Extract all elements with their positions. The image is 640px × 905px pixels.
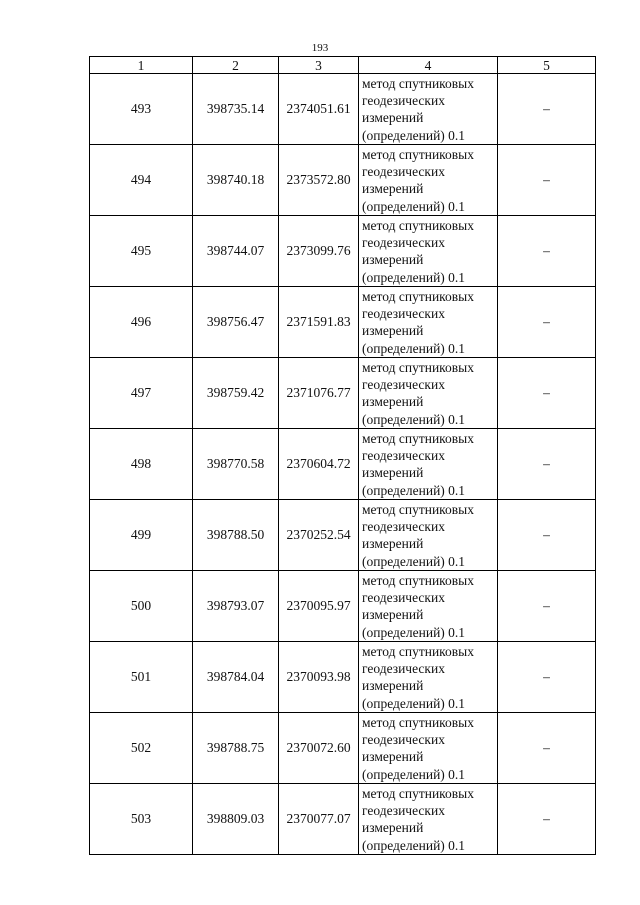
- y-coordinate-cell: 2373099.76: [279, 216, 359, 287]
- method-line: (определений) 0.1: [362, 482, 466, 498]
- method-line: геодезических: [362, 306, 445, 322]
- method-line: (определений) 0.1: [362, 340, 466, 356]
- method-line: метод спутниковых: [362, 76, 474, 91]
- y-coordinate-cell: 2374051.61: [279, 74, 359, 145]
- method-cell: [359, 358, 498, 429]
- y-coordinate-cell: 2371076.77: [279, 358, 359, 429]
- method-line: (определений) 0.1: [362, 269, 466, 285]
- coordinates-table: [89, 56, 596, 855]
- x-coordinate-cell: 398759.42: [193, 358, 279, 429]
- table-row: [90, 642, 596, 713]
- point-number-cell: 494: [90, 145, 193, 216]
- table-row: [90, 429, 596, 500]
- table-body: [90, 74, 596, 855]
- y-coordinate-cell: 2370095.97: [279, 571, 359, 642]
- column-header-3: 3: [279, 57, 359, 74]
- column-5-cell: –: [498, 216, 596, 287]
- y-coordinate-cell: 2370072.60: [279, 713, 359, 784]
- column-5-cell: –: [498, 500, 596, 571]
- y-coordinate-cell: 2370252.54: [279, 500, 359, 571]
- method-line: метод спутниковых: [362, 147, 474, 162]
- table-row: [90, 784, 596, 855]
- table-header-row: [90, 57, 596, 74]
- y-coordinate-cell: 2370077.07: [279, 784, 359, 855]
- point-number-cell: 495: [90, 216, 193, 287]
- point-number-cell: 498: [90, 429, 193, 500]
- point-number-cell: 496: [90, 287, 193, 358]
- method-line: измерений: [362, 323, 424, 339]
- column-header-4: 4: [359, 57, 498, 74]
- table-row: [90, 713, 596, 784]
- y-coordinate-cell: 2370093.98: [279, 642, 359, 713]
- method-line: измерений: [362, 820, 424, 836]
- table-row: [90, 216, 596, 287]
- method-line: измерений: [362, 465, 424, 481]
- column-5-cell: –: [498, 74, 596, 145]
- method-line: геодезических: [362, 448, 445, 464]
- x-coordinate-cell: 398770.58: [193, 429, 279, 500]
- x-coordinate-cell: 398756.47: [193, 287, 279, 358]
- page-number: 193: [311, 42, 329, 54]
- method-line: геодезических: [362, 377, 445, 393]
- point-number-cell: 493: [90, 74, 193, 145]
- method-cell: [359, 642, 498, 713]
- column-header-1: 1: [90, 57, 193, 74]
- column-5-cell: –: [498, 571, 596, 642]
- method-line: метод спутниковых: [362, 502, 474, 517]
- x-coordinate-cell: 398788.50: [193, 500, 279, 571]
- method-cell: [359, 429, 498, 500]
- point-number-cell: 503: [90, 784, 193, 855]
- column-5-cell: –: [498, 642, 596, 713]
- method-cell: [359, 74, 498, 145]
- y-coordinate-cell: 2370604.72: [279, 429, 359, 500]
- y-coordinate-cell: 2371591.83: [279, 287, 359, 358]
- column-header-2: 2: [193, 57, 279, 74]
- method-cell: [359, 784, 498, 855]
- method-line: измерений: [362, 181, 424, 197]
- method-cell: [359, 571, 498, 642]
- method-cell: [359, 287, 498, 358]
- column-5-cell: –: [498, 784, 596, 855]
- method-line: метод спутниковых: [362, 644, 474, 659]
- method-line: (определений) 0.1: [362, 411, 466, 427]
- point-number-cell: 499: [90, 500, 193, 571]
- method-line: геодезических: [362, 732, 445, 748]
- x-coordinate-cell: 398744.07: [193, 216, 279, 287]
- method-line: геодезических: [362, 803, 445, 819]
- table-row: [90, 287, 596, 358]
- method-line: измерений: [362, 394, 424, 410]
- method-line: (определений) 0.1: [362, 198, 466, 214]
- column-5-cell: –: [498, 713, 596, 784]
- method-cell: [359, 145, 498, 216]
- method-line: метод спутниковых: [362, 289, 474, 304]
- method-line: измерений: [362, 536, 424, 552]
- column-5-cell: –: [498, 429, 596, 500]
- method-line: геодезических: [362, 235, 445, 251]
- method-line: измерений: [362, 607, 424, 623]
- point-number-cell: 500: [90, 571, 193, 642]
- method-cell: [359, 713, 498, 784]
- method-line: метод спутниковых: [362, 431, 474, 446]
- method-line: метод спутниковых: [362, 786, 474, 801]
- column-5-cell: –: [498, 287, 596, 358]
- method-cell: [359, 216, 498, 287]
- y-coordinate-cell: 2373572.80: [279, 145, 359, 216]
- method-line: (определений) 0.1: [362, 553, 466, 569]
- method-cell: [359, 500, 498, 571]
- method-line: метод спутниковых: [362, 573, 474, 588]
- method-line: геодезических: [362, 519, 445, 535]
- point-number-cell: 502: [90, 713, 193, 784]
- table-row: [90, 74, 596, 145]
- method-line: метод спутниковых: [362, 715, 474, 730]
- method-line: (определений) 0.1: [362, 766, 466, 782]
- method-line: геодезических: [362, 661, 445, 677]
- point-number-cell: 497: [90, 358, 193, 429]
- method-line: измерений: [362, 110, 424, 126]
- table-row: [90, 500, 596, 571]
- method-line: геодезических: [362, 590, 445, 606]
- method-line: (определений) 0.1: [362, 837, 466, 853]
- x-coordinate-cell: 398793.07: [193, 571, 279, 642]
- column-header-5: 5: [498, 57, 596, 74]
- x-coordinate-cell: 398809.03: [193, 784, 279, 855]
- method-line: (определений) 0.1: [362, 695, 466, 711]
- method-line: (определений) 0.1: [362, 127, 466, 143]
- method-line: метод спутниковых: [362, 218, 474, 233]
- column-5-cell: –: [498, 358, 596, 429]
- method-line: измерений: [362, 749, 424, 765]
- method-line: метод спутниковых: [362, 360, 474, 375]
- x-coordinate-cell: 398735.14: [193, 74, 279, 145]
- method-line: измерений: [362, 678, 424, 694]
- table-row: [90, 145, 596, 216]
- x-coordinate-cell: 398740.18: [193, 145, 279, 216]
- table-row: [90, 571, 596, 642]
- column-5-cell: –: [498, 145, 596, 216]
- x-coordinate-cell: 398784.04: [193, 642, 279, 713]
- method-line: геодезических: [362, 164, 445, 180]
- table-row: [90, 358, 596, 429]
- method-line: (определений) 0.1: [362, 624, 466, 640]
- point-number-cell: 501: [90, 642, 193, 713]
- method-line: измерений: [362, 252, 424, 268]
- x-coordinate-cell: 398788.75: [193, 713, 279, 784]
- method-line: геодезических: [362, 93, 445, 109]
